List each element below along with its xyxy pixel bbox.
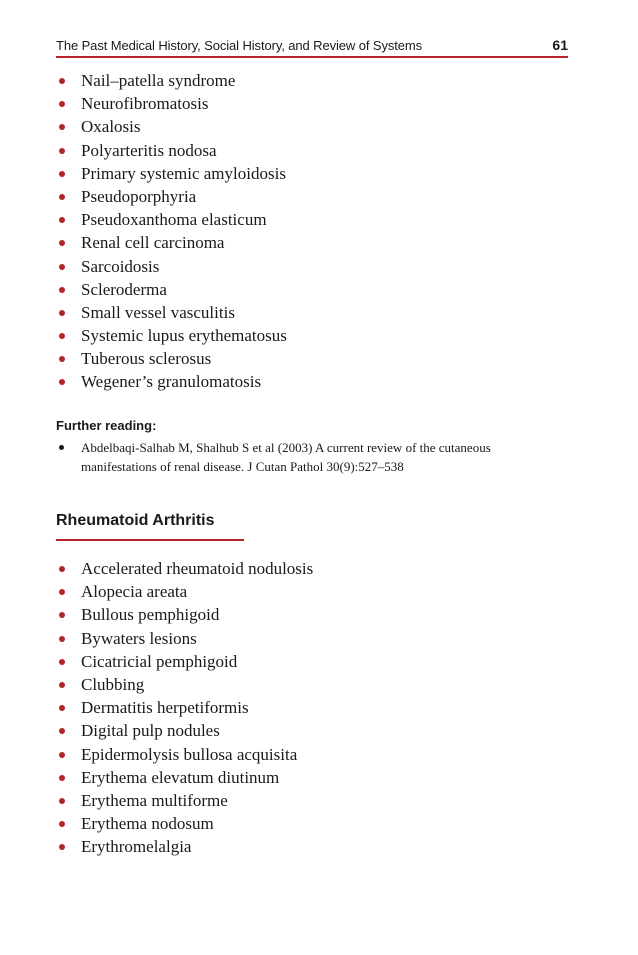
list-item [56,603,313,626]
bullet-icon [59,821,65,827]
list-item-label: Neurofibromatosis [81,94,209,114]
list-item [56,69,287,92]
list-item-label: Nail–patella syndrome [81,71,236,90]
list-item-label: Scleroderma [81,279,167,299]
list-item-label: Oxalosis [81,117,141,137]
bullet-icon [59,240,65,246]
list-item-label: Renal cell carcinoma [81,233,225,253]
bullet-icon [59,101,65,107]
bullet-icon [59,171,65,177]
list-item [56,92,287,115]
list-item-label: Erythema nodosum [81,814,214,834]
list-item-label: Erythromelalgia [81,837,192,857]
list-item-label: Sarcoidosis [81,256,160,276]
bullet-icon [59,775,65,781]
list-item [56,324,287,347]
bullet-icon [59,78,65,84]
list-item [56,743,313,766]
list-item [56,557,313,580]
bullet-icon [59,287,65,293]
bullet-icon [59,333,65,339]
list-item [56,370,287,393]
further-reading-label: Further reading: [56,418,157,433]
list-item-label: Tuberous sclerosus [81,349,212,369]
list-item [56,162,287,185]
bullet-icon [59,566,65,572]
list-item [56,696,313,719]
list-item [56,208,287,231]
list-item-label: Pseudoxanthoma elasticum [81,210,267,230]
reference-text: Abdelbaqi-Salhab M, Shalhub S et al (2003) A current review of the cutaneous manifestations of renal disease. J Cutan Pathol 30(9):527–538 [81,440,491,474]
rheumatoid-bullet-list [56,557,313,858]
continued-bullet-list [56,69,287,394]
bullet-icon [59,194,65,200]
bullet-icon [59,682,65,688]
list-item [56,627,313,650]
list-item [56,650,313,673]
bullet-icon [59,728,65,734]
list-item [56,580,313,603]
list-item-label: Pseudoporphyria [81,186,197,206]
page-number: 61 [552,37,568,53]
running-header [56,36,568,56]
reference-item [56,438,561,476]
list-item [56,301,287,324]
list-item-label: Erythema multiforme [81,790,228,810]
bullet-icon [59,705,65,711]
list-item-label: Wegener’s granulomatosis [81,372,262,392]
list-item [56,719,313,742]
list-item [56,347,287,370]
bullet-icon [59,310,65,316]
list-item [56,766,313,789]
list-item-label: Epidermolysis bullosa acquisita [81,744,298,764]
list-item [56,231,287,254]
section-title-rule [56,539,244,541]
bullet-icon [59,636,65,642]
list-item [56,278,287,301]
list-item-label: Clubbing [81,674,145,694]
list-item [56,835,313,858]
running-title: The Past Medical History, Social History, and Review of Systems [56,38,423,53]
list-item-label: Cicatricial pemphigoid [81,651,238,671]
list-item-label: Systemic lupus erythematosus [81,326,287,346]
list-item-label: Polyarteritis nodosa [81,140,217,160]
bullet-icon [59,752,65,758]
list-item-label: Digital pulp nodules [81,721,220,741]
bullet-icon [59,798,65,804]
bullet-icon [59,612,65,618]
list-item-label: Accelerated rheumatoid nodulosis [81,559,314,578]
bullet-icon [59,589,65,595]
list-item-label: Dermatitis herpetiformis [81,698,249,718]
bullet-icon [59,659,65,665]
list-item [56,673,313,696]
list-item-label: Primary systemic amyloidosis [81,163,286,183]
list-item [56,115,287,138]
bullet-icon [59,217,65,223]
list-item [56,812,313,835]
bullet-icon [59,148,65,154]
list-item-label: Erythema elevatum diutinum [81,767,280,787]
bullet-icon [59,264,65,270]
section-title: Rheumatoid Arthritis [56,512,215,529]
list-item-label: Bullous pemphigoid [81,605,220,625]
list-item [56,139,287,162]
bullet-icon [59,379,65,385]
list-item-label: Alopecia areata [81,582,188,602]
list-item-label: Bywaters lesions [81,628,197,648]
header-rule [56,56,568,58]
list-item [56,255,287,278]
bullet-icon [59,124,65,130]
list-item [56,789,313,812]
bullet-icon [59,356,65,362]
bullet-icon [59,445,64,450]
bullet-icon [59,844,65,850]
list-item-label: Small vessel vasculitis [81,302,235,322]
list-item [56,185,287,208]
